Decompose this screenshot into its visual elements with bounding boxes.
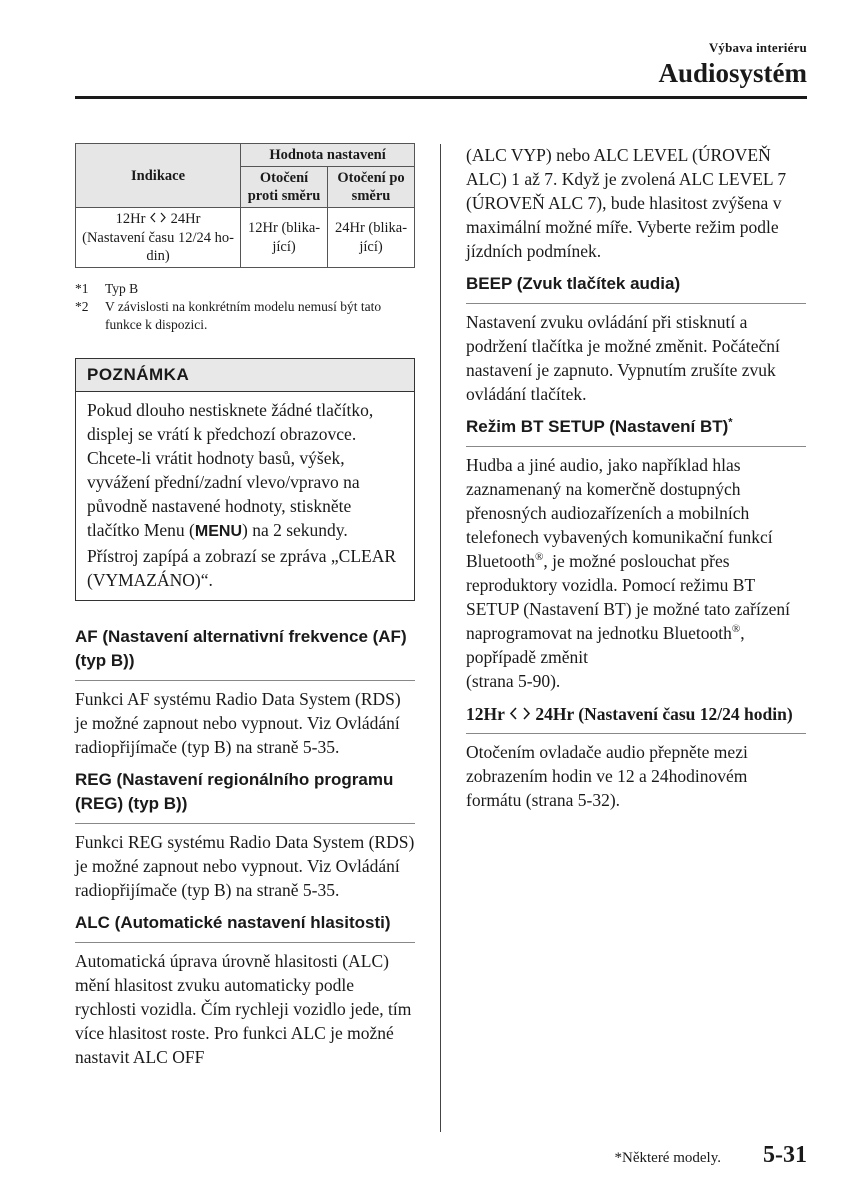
column-divider [440,144,441,1132]
divider [466,733,806,734]
table-header-clockwise: Otočení po směru [328,167,415,208]
section-text: Automatická úprava úrovně hlasitosti (ALC) mění hlasitost zvuku automaticky podle rychlosti vozidla. Čím rychleji vozidlo jede, tím více hlasitost roste. Pro funkci ALC je možné nastavit ALC OFF [75,951,412,1068]
section-text: Otočením ovladače audio přepněte mezi zobrazením hodin ve 12 a 24hodinovém formátu (strana 5-32). [466,742,748,810]
section-clock-format [466,702,806,812]
section-heading: Režim BT SETUP (Nastavení BT)* [466,416,733,436]
section-alc [75,911,415,1069]
divider [75,823,415,824]
table-cell-counterclockwise: 12Hr (blika- jící) [241,208,328,267]
left-column [75,143,415,1069]
note-box [75,358,415,601]
section-bt-setup [466,415,806,693]
footnote: *2 V závislosti na konkrétním modelu nemusí být tato funkce k dispozici. [75,298,382,333]
footnote: *1 Typ B [75,280,139,296]
section-reg [75,768,415,902]
section-heading: 12Hr 24Hr (Nastavení času 12/24 hodin) [466,704,793,724]
settings-table [75,143,415,268]
table-row [76,208,415,267]
registered-mark: ® [731,623,741,636]
section-text: Nastavení zvuku ovládání při stisknutí a podržení tlačítka je možné změnit. Počáteční nastavení je zapnuto. Vypnutím zrušíte zvuk ovládání tlačítek. [466,312,780,404]
section-label: Výbava interiéru [708,40,807,55]
section-heading: BEEP (Zvuk tlačítek audia) [466,274,681,293]
note-title: POZNÁMKA [76,359,414,392]
section-beep [466,272,806,406]
divider [75,680,415,681]
divider [466,446,806,447]
table-header-setting-value: Hodnota nastavení [241,144,415,167]
section-text: Funkci AF systému Radio Data System (RDS) je možné zapnout nebo vypnout. Viz Ovládání radiopřijímače (typ B) na straně 5-35. [75,689,401,758]
section-heading: ALC (Automatické nastavení hlasitosti) [75,913,391,933]
section-heading: AF (Nastavení alternativní frekvence (AF) (typ B)) [75,627,407,671]
table-header-counterclockwise: Otočení proti směru [241,167,328,208]
table-footnotes [75,280,415,335]
section-text: Hudba a jiné audio, jako například hlas zaznamenaný na komerčně dostupných přenosných audiozařízeních a mobilních telefonech vybavených komunikační funkcí Bluetooth®, je možné poslouchat přes reproduktory vozidla. Pomocí režimu BT SETUP (Nastavení BT) je možné tato zařízení naprogramovat na jednotku Bluetooth®, popřípadě změnit (strana 5-90). [466,455,790,691]
model-note-asterisk: * [728,416,733,429]
footer-note: *Některé modely. [614,1150,721,1166]
table-header-indication: Indikace [76,144,241,208]
page-title: Audiosystém [658,58,807,88]
divider [75,942,415,943]
section-text: Funkci REG systému Radio Data System (RDS) je možné zapnout nebo vypnout. Viz Ovládání radiopřijímače (typ B) na straně 5-35. [75,832,415,901]
page-number: 5-31 [763,1142,807,1168]
alc-continuation-text: (ALC VYP) nebo ALC LEVEL (ÚROVEŇ ALC) 1 až 7. Když je zvolená ALC LEVEL 7 (ÚROVEŇ ALC 7), bude hlasitost zvýšena v maximální možné míře. Vyberte režim podle jízdních podmínek. [466,145,787,261]
divider [466,303,806,304]
table-cell-indication: 12Hr 24Hr (Nastavení času 12/24 ho- din) [76,208,241,267]
section-heading: REG (Nastavení regionálního programu (REG) (typ B)) [75,770,394,814]
chevrons-left-right-icon [509,707,531,720]
table-cell-clockwise: 24Hr (blika- jící) [328,208,415,267]
section-af [75,625,415,759]
menu-button-label: MENU [194,523,242,541]
title-rule [75,96,807,99]
registered-mark: ® [535,551,544,564]
note-body: Pokud dlouho nestisknete žádné tlačítko, displej se vrátí k předchozí obrazovce. Chcete-li vrátit hodnoty basů, výšek, vyvážení přední/zadní vlevo/vpravo na původně nastavené hodnoty, stiskněte tlačítko Menu (MENU) na 2 sekundy. Přístroj zapípá a zobrazí se zpráva „CLEAR (VYMAZÁNO)“. [87,400,397,591]
chevrons-left-right-icon [149,212,167,223]
right-column [466,143,806,812]
